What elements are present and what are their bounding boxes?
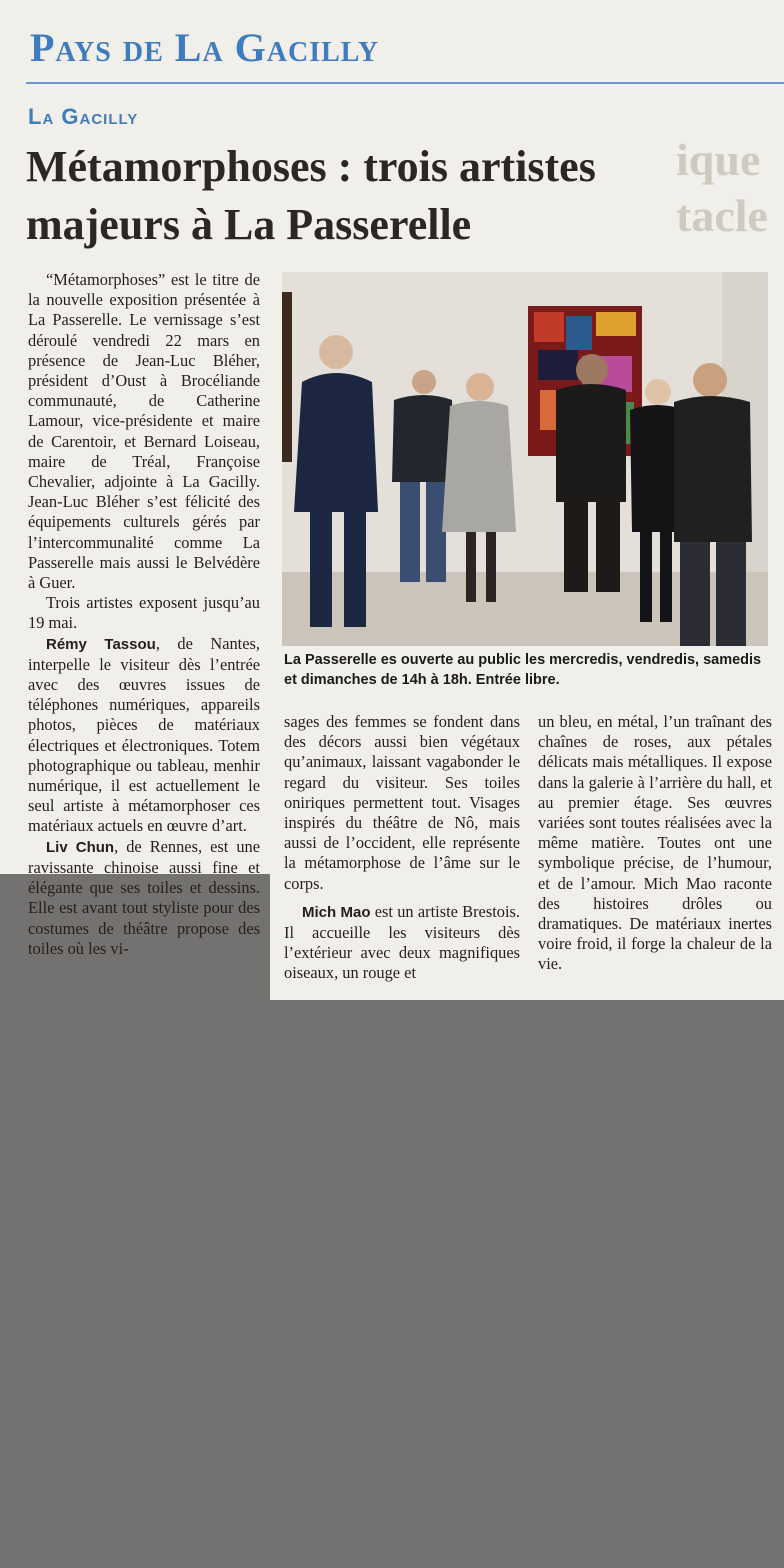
bleed-through-line: ique bbox=[676, 134, 761, 185]
artist-text: , de Rennes, est une ravissante chinoise aussi fine et élégante que ses toiles et dessins. Elle est avant tout styliste pour des costumes de théâtre propose des toiles où les vi- bbox=[28, 836, 260, 958]
article-paragraph bbox=[28, 634, 260, 837]
article-paragraph: Trois artistes exposent jusqu’au 19 mai. bbox=[28, 593, 260, 633]
article-paragraph: “Métamorphoses” est le titre de la nouvelle exposition présentée à La Passerelle. Le vernissage s’est déroulé vendredi 22 mars en présence de Jean-Luc Bléher, président d’Oust à Brocéliande communauté, de Catherine Lamour, vice-présidente et maire de Carentoir, et Bernard Loiseau, maire de Tréal, Françoise Chevalier, adjointe à La Gacilly. Jean-Luc Bléher s’est félicité des équipements culturels gérés par l’intercommunalité comme La Passerelle mais aussi le Belvédère à Guer. bbox=[28, 270, 260, 593]
headline-line: majeurs à La Passerelle bbox=[26, 200, 472, 249]
artist-name: Rémy Tassou bbox=[46, 635, 156, 653]
article-column-3 bbox=[538, 712, 772, 975]
article-headline bbox=[26, 138, 746, 254]
article-paragraph: un bleu, en métal, l’un traînant des chaînes de roses, aux pétales délicats mais métalliques. Il expose dans la galerie à l’arrière du hall, et au premier étage. Ses œuvres variées sont toutes réalisées avec la même matière. Toutes ont une symbolique précise, de l’humour, et de l’amour. Mich Mao raconte des histoires drôles ou dramatiques. De matériaux inertes voire froid, il forge la chaleur de la vie. bbox=[538, 712, 772, 974]
section-rule bbox=[26, 82, 784, 84]
article-photo bbox=[282, 272, 768, 646]
artist-text: est un artiste Brestois. Il accueille les visiteurs dès l’extérieur avec deux magnifiques oiseaux, un rouge et bbox=[284, 901, 520, 983]
photo-illustration bbox=[282, 272, 768, 646]
artist-text: , de Nantes, interpelle le visiteur dès l’entrée avec des œuvres issues de téléphones numériques, appareils photos, pièces de matériaux électriques et électroniques. Totem photographique ou tableau, menhir numérique, il est actuellement le seul artiste à métamorphoser ces matériaux actuels en œuvre d’art. bbox=[28, 633, 260, 836]
headline-line: Métamorphoses : trois artistes bbox=[26, 142, 596, 191]
section-title: Pays de La Gacilly bbox=[30, 25, 380, 70]
article-column-1 bbox=[28, 270, 260, 959]
artist-name: Liv Chun bbox=[46, 838, 115, 856]
article-paragraph bbox=[284, 902, 520, 984]
article-paragraph: sages des femmes se fondent dans des décors aussi bien végétaux qu’animaux, laissant vagabonder le regard du visiteur. Ses toiles oniriques permettent tout. Visages inspirés du théâtre de Nô, mais aussi de l’occident, elle représente la métamorphose de l’âme sur le corps. bbox=[284, 712, 520, 893]
artist-name: Mich Mao bbox=[302, 903, 371, 921]
photo-caption: La Passerelle es ouverte au public les mercredis, vendredis, samedis et dimanches de 14h à 18h. Entrée libre. bbox=[284, 652, 762, 688]
bleed-through-line: tacle bbox=[676, 190, 768, 241]
article-paragraph bbox=[28, 837, 260, 959]
article-kicker: La Gacilly bbox=[28, 104, 139, 129]
article-column-2 bbox=[284, 712, 520, 984]
